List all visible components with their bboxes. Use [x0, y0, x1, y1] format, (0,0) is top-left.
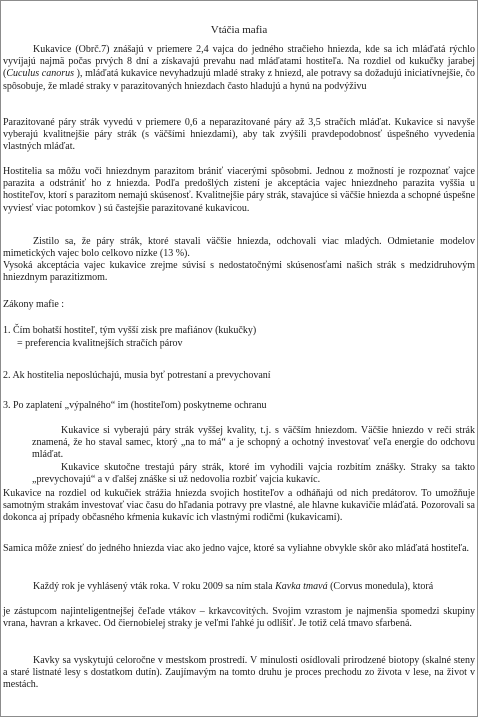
paragraph-11: Kavky sa vyskytujú celoročne v mestskom prostredí. V minulosti osídlovali prirodzené biotopy (skalné steny a staré listnaté lesy s dostatkom dutín). Zaujímavým na tomto druhu je proces prechodu zo života v lese, na život v mestách. — [3, 655, 475, 691]
paragraph-10-text: Každý rok je vyhlásený vták roka. V roku 2009 sa ním stala — [33, 581, 276, 592]
paragraph-4: Zistilo sa, že páry strák, ktoré stavali väčšie hniezda, odchovali viac mladých. Odmietanie modelov mimetických vajec bolo celkovo nízke (13 %). — [3, 236, 475, 260]
paragraph-9: Samica môže zniesť do jedného hniezda viac ako jedno vajce, ktoré sa vyliahne obvykle skôr ako mláďatá hostiteľa. — [3, 543, 470, 554]
document-title: Vtáčia mafia — [210, 24, 268, 36]
law-3: 3. Po zaplatení „výpalného“ im (hostiteľom) poskytneme ochranu — [3, 400, 267, 411]
paragraph-7: Kukavice skutočne trestajú páry strák, ktoré im vyhodili vajcia rozbitím znášky. Straky sa takto „prevychovajú“ a v ďalšej znáške si už nedovolia rozbiť vajcia kukavíc. — [32, 462, 475, 486]
species-name: Cuculus canorus — [6, 68, 74, 80]
law-1: 1. Čím bohatší hostiteľ, tým vyšší zisk pre mafiánov (kukučky) — [3, 325, 257, 336]
law-2: 2. Ak hostitelia neposlúchajú, musia byť potrestaní a prevychovaní — [3, 370, 271, 381]
paragraph-6: Kukavice si vyberajú páry strák vyššej kvality, t.j. s väčším hniezdom. Väčšie hniezdo v reči strák znamená, že ho staval samec, ktorý „na to má“ a je schopný a ochotný investovať veľa energie do odchovu mláďat. — [32, 425, 475, 461]
bird-name: Kavka tmavá — [275, 581, 328, 592]
paragraph-5: Vysoká akceptácia vajec kukavice zrejme súvisí s nedostatočnými skúsenosťami našich strák s medzidruhovým hniezdnym parazitizmom. — [3, 260, 475, 284]
paragraph-10 — [3, 581, 475, 593]
paragraph-3: Hostitelia sa môžu voči hniezdnym parazitom brániť viacerými spôsobmi. Jednou z možností je rozpoznať vajce parazita a odstrániť ho z hniezda. Podľa predošlých zistení je akceptácia vajec hniezdneho parazita vyššia u hostiteľov, ktorí s parazitom nemajú skúsenosť. Kvalitnejšie páry strák, stavajúce si väčšie hniezda a schopné úspešne vyviesť viac potomkov ) sú častejšie parazitované kukavicou. — [3, 166, 476, 214]
paragraph-1-end: ), mláďatá kukavice nevyhadzujú mladé straky z hniezd, ale potravy sa dožadujú iniciatívnejšie, čo spôsobuje, že mladé straky v parazitovaných hniezdach často hladujú a hynú na podvýživu — [3, 68, 475, 92]
paragraph-1-text: Kukavice (Obrč.7) znášajú v priemere 2,4 vajca do jedného stračieho hniezda, kde sa ich mláďatá rýchlo vyvíjajú najmä počas prvých 8 dní a získavajú prevahu nad mláďatami hostiteľa. Na rozdiel od kukučky jarabej ( — [3, 44, 475, 80]
paragraph-10-cont: je zástupcom najinteligentnejšej čeľade vtákov – krkavcovitých. Svojim vzrastom je najmenšia spomedzi skupiny vrana, havran a krkavec. Od čiernobielej straky je veľmi ľahké ju odlíšiť. Je totiž celá tmavo sfarbená. — [3, 606, 475, 630]
laws-heading: Zákony mafie : — [3, 299, 65, 310]
paragraph-8: Kukavice na rozdiel od kukučiek strážia hniezda svojich hostiteľov a odháňajú od nich predátorov. To umožňuje samotným strakám investovať viac času do hľadania potravy pre vlastné, ale hlavne kukavičie mláďatá. Pozorovali sa dokonca aj prípady občasného kŕmenia kukavíc ich vlastnými rodičmi (kukavicami). — [3, 488, 475, 524]
paragraph-1 — [3, 44, 475, 93]
paragraph-10-latin: (Corvus monedula), ktorá — [327, 581, 434, 592]
law-1-detail: = preferencia kvalitnejších stračích párov — [17, 338, 183, 349]
paragraph-2: Parazitované páry strák vyvedú v priemere 0,6 a neparazitované páry až 3,5 stračích mláďat. Kukavice si navyše vyberajú kvalitnejšie páry strák (s väčšími hniezdami), aby tak zvýšili pravdepodobnosť úspešného vyvedenia vlastných mláďat. — [3, 117, 475, 153]
